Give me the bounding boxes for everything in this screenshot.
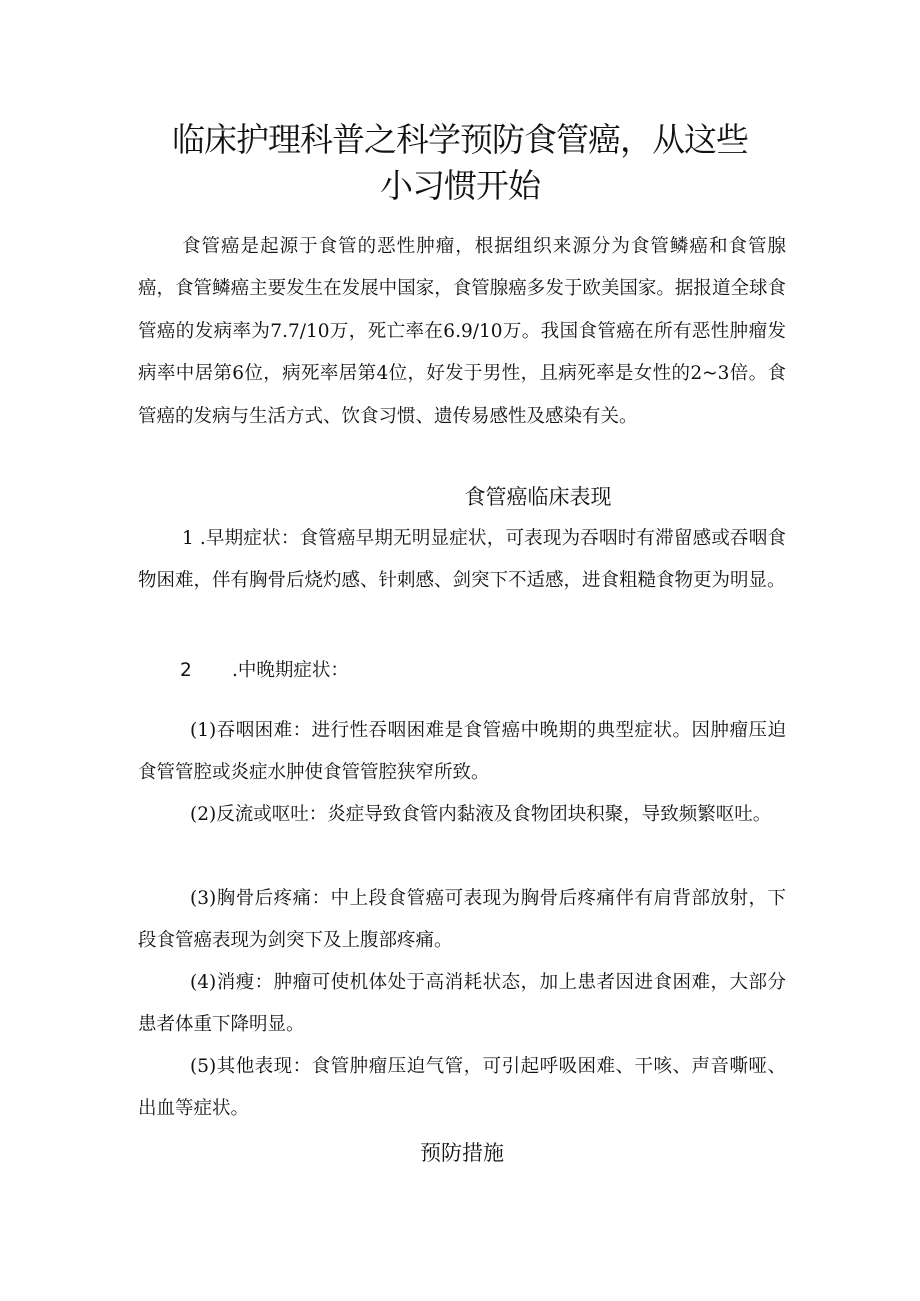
item-late-symptoms-label: .中晚期症状： [232, 660, 349, 681]
document-title-line1: 临床护理科普之科学预防食管癌，从这些 [172, 120, 748, 159]
sub-item-other: (5)其他表现：食管肿瘤压迫气管，可引起呼吸困难、干咳、声音嘶哑、出血等症状。 [138, 1056, 786, 1120]
section-heading-prevention: 预防措施 [420, 1141, 504, 1165]
sub-item-reflux: (2)反流或呕吐：炎症导致食管内黏液及食物团块积聚，导致频繁呕吐。 [190, 804, 772, 825]
sub-item-chest-pain: (3)胸骨后疼痛：中上段食管癌可表现为胸骨后疼痛伴有肩背部放射，下段食管癌表现为剑突下及上腹部疼痛。 [138, 888, 786, 952]
item-late-symptoms [180, 650, 480, 692]
sub-item-dysphagia: (1)吞咽困难：进行性吞咽困难是食管癌中晚期的典型症状。因肿瘤压迫食管管腔或炎症水肿使食管管腔狭窄所致。 [138, 720, 786, 784]
item-late-symptoms-number: 2 [180, 660, 192, 681]
section-heading-clinical: 食管癌临床表现 [464, 485, 612, 509]
sub-item-weight-loss: (4)消瘦：肿瘤可使机体处于高消耗状态，加上患者因进食困难，大部分患者体重下降明显。 [138, 972, 786, 1036]
document-title-line2: 小习惯开始 [380, 166, 540, 205]
item-early-symptoms: 1 .早期症状：食管癌早期无明显症状，可表现为吞咽时有滞留感或吞咽食物困难，伴有胸骨后烧灼感、针刺感、剑突下不适感，进食粗糙食物更为明显。 [138, 528, 786, 592]
intro-paragraph: 食管癌是起源于食管的恶性肿瘤，根据组织来源分为食管鳞癌和食管腺癌，食管鳞癌主要发生在发展中国家，食管腺癌多发于欧美国家。据报道全球食管癌的发病率为7.7/10万，死亡率在6.9/10万。我国食管癌在所有恶性肿瘤发病率中居第6位，病死率居第4位，好发于男性，且病死率是女性的2~3倍。食管癌的发病与生活方式、饮食习惯、遗传易感性及感染有关。 [138, 236, 786, 427]
